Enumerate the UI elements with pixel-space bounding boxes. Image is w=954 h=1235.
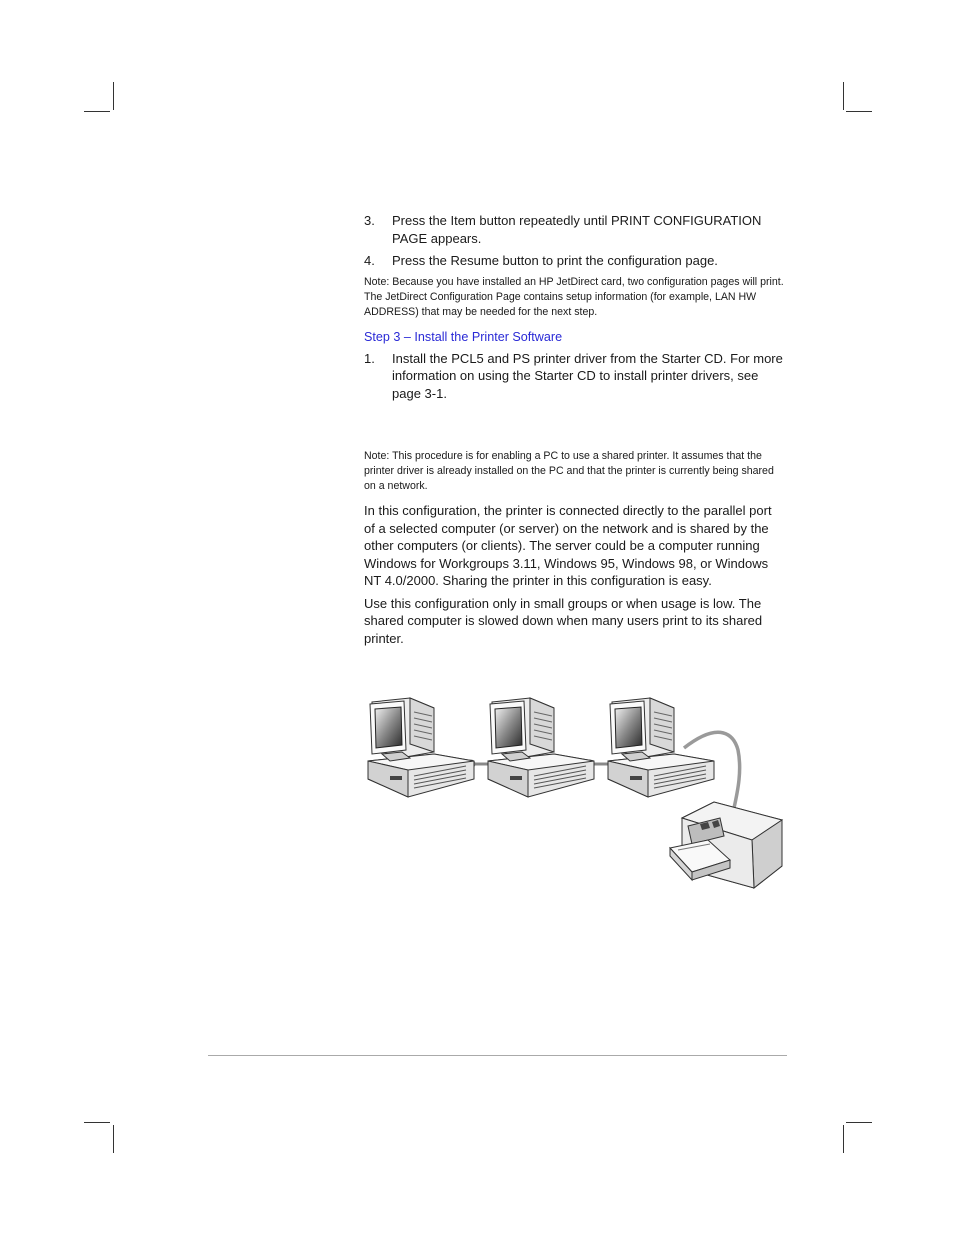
step-text: Press the Resume button to print the configuration page. xyxy=(392,253,718,268)
step-number: 1. xyxy=(364,350,375,366)
note-shared-printer: Note: This procedure is for enabling a PC to use a shared printer. It assumes that the printer driver is already installed on the PC and that the printer is currently being shared on a network. xyxy=(364,450,774,492)
crop-mark-bottom-right xyxy=(846,1122,872,1123)
page-content xyxy=(364,212,784,652)
body-paragraph: In this configuration, the printer is connected directly to the parallel port of a selected computer (or server) on the network and is shared by the other computers (or clients). The server could be a computer running Windows for Workgroups 3.11, Windows 95, Windows 98, or Windows NT 4.0/2000. Sharing the printer in this configuration is easy. xyxy=(364,503,772,588)
crop-mark-bottom-left xyxy=(84,1122,110,1123)
footer-rule xyxy=(208,1055,787,1056)
crop-mark-top-right xyxy=(846,111,872,112)
crop-mark-top-left xyxy=(84,111,110,112)
printer-icon xyxy=(670,802,782,888)
step-text: Press the Item button repeatedly until PRINT CONFIGURATION PAGE appears. xyxy=(392,213,762,246)
crop-mark-top-right xyxy=(843,82,844,110)
spacer xyxy=(364,407,784,449)
list-item xyxy=(364,350,784,403)
step-text: Install the PCL5 and PS printer driver from the Starter CD. For more information on using the Starter CD to install printer drivers, see page 3-1. xyxy=(392,350,783,401)
list-item xyxy=(364,212,784,247)
crop-mark-bottom-left xyxy=(113,1125,114,1153)
note-jetdirect: Note: Because you have installed an HP JetDirect card, two configuration pages will print. The JetDirect Configuration Page contains setup information (for example, LAN HW ADDRESS) that may be needed for the next step. xyxy=(364,275,784,318)
computer-icon xyxy=(368,698,474,797)
body-paragraph: Use this configuration only in small groups or when usage is low. The shared computer is slowed down when many users print to its shared printer. xyxy=(364,595,763,646)
section-heading: Step 3 – Install the Printer Software xyxy=(364,329,563,344)
crop-mark-bottom-right xyxy=(843,1125,844,1153)
crop-mark-top-left xyxy=(113,82,114,110)
computer-icon xyxy=(608,698,714,797)
step-number: 3. xyxy=(364,213,375,228)
step-number: 4. xyxy=(364,253,375,268)
list-item xyxy=(364,252,784,270)
computer-icon xyxy=(488,698,594,797)
network-diagram xyxy=(362,690,787,900)
